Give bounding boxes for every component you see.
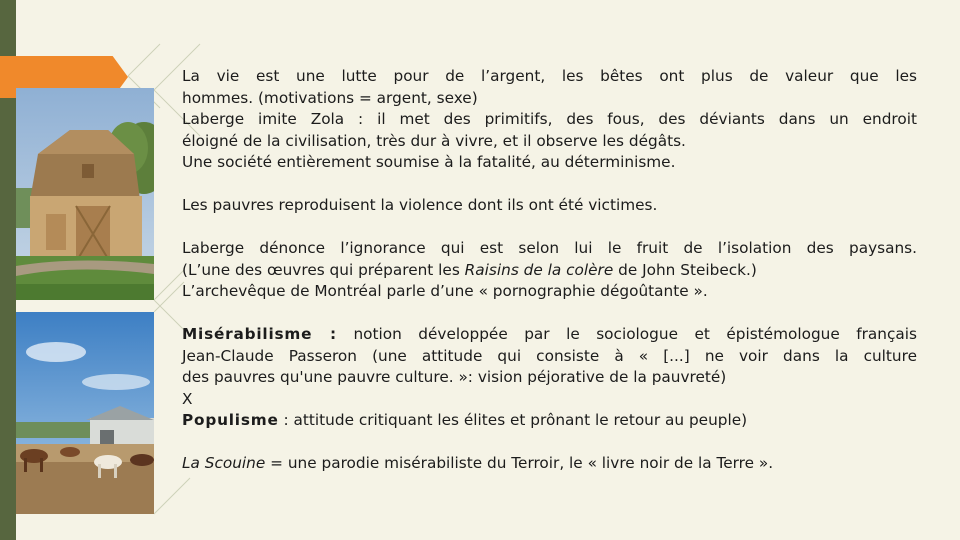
barn-photo (16, 88, 154, 300)
paragraph-vie-lutte (182, 66, 917, 174)
slide-text (182, 66, 917, 496)
term-populisme: Populisme (182, 411, 279, 429)
paragraph-ignorance (182, 238, 917, 303)
book-title: La Scouine (182, 454, 266, 472)
book-title: Raisins de la colère (464, 260, 614, 279)
text-line: hommes. (motivations = argent, sexe) (182, 88, 478, 107)
text-line: éloigné de la civilisation, très dur à vivre, et il observe les dégâts. (182, 131, 686, 150)
text-fragment: notion développée par le sociologue et épistémologue français (336, 325, 918, 343)
paragraph-scouine (182, 453, 917, 475)
text-fragment: de John Steibeck.) (613, 260, 757, 279)
farm-horses-photo (16, 312, 154, 514)
text-line (182, 324, 917, 346)
text-line: Une société entièrement soumise à la fatalité, au déterminisme. (182, 153, 676, 171)
text-fragment: : attitude critiquant les élites et prônant le retour au peuple) (278, 411, 748, 429)
text-line: Les pauvres reproduisent la violence dont ils ont été victimes. (182, 196, 658, 214)
text-line: Jean-Claude Passeron (une attitude qui consiste à « [...] ne voir dans la culture (182, 346, 917, 365)
text-line (182, 453, 917, 475)
paragraph-miserabilisme (182, 324, 917, 432)
paragraph-violence (182, 195, 917, 217)
text-line (182, 260, 917, 282)
text-line: L’archevêque de Montréal parle d’une « pornographie dégoûtante ». (182, 282, 708, 300)
text-line (182, 410, 917, 432)
text-line: X (182, 389, 193, 408)
text-fragment: = une parodie misérabiliste du Terroir, le « livre noir de la Terre ». (265, 454, 774, 472)
text-line: La vie est une lutte pour de l’argent, les bêtes ont plus de valeur que les (182, 67, 917, 85)
term-miserabilisme: Misérabilisme : (182, 325, 337, 343)
text-fragment: (L’une des œuvres qui préparent les (182, 260, 465, 279)
text-line: Laberge imite Zola : il met des primitifs, des fous, des déviants dans un endroit (182, 110, 917, 128)
text-line: Laberge dénonce l’ignorance qui est selon lui le fruit de l’isolation des paysans. (182, 239, 917, 257)
text-line: des pauvres qu'une pauvre culture. »: vision péjorative de la pauvreté) (182, 368, 727, 386)
